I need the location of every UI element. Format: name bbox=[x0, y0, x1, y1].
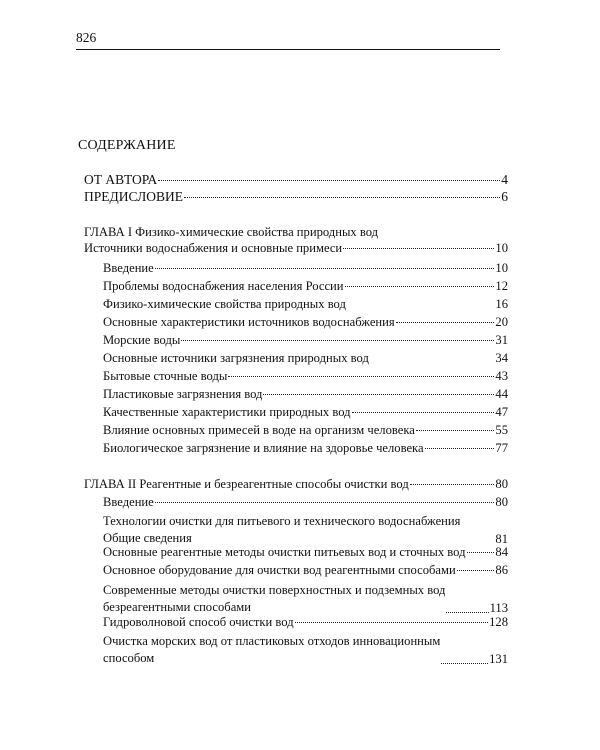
toc-entry-page: 12 bbox=[495, 279, 508, 293]
dot-leader bbox=[158, 179, 500, 181]
dot-leader bbox=[467, 551, 495, 553]
toc-entry-page: 31 bbox=[495, 333, 508, 347]
toc-entry bbox=[103, 315, 508, 330]
toc-entry-page: 10 bbox=[495, 261, 508, 275]
toc-entry-page: 113 bbox=[489, 601, 508, 615]
dot-leader bbox=[184, 196, 500, 198]
toc-entry bbox=[103, 563, 508, 578]
chapter-2-title-entry bbox=[84, 477, 508, 492]
toc-entry-title: Пластиковые загрязнения вод bbox=[103, 387, 263, 401]
dot-leader bbox=[343, 247, 494, 249]
dot-leader bbox=[155, 267, 495, 269]
toc-entry-title: Физико-химические свойства природных вод bbox=[103, 297, 346, 311]
toc-entry-page: 4 bbox=[501, 172, 508, 187]
toc-entry-title: Основные реагентные методы очистки питьевых вод и сточных вод bbox=[103, 545, 466, 559]
contents-heading: СОДЕРЖАНИЕ bbox=[78, 138, 176, 153]
toc-entry-preface bbox=[84, 189, 508, 205]
dot-leader bbox=[461, 542, 494, 544]
dot-leader bbox=[410, 483, 495, 485]
toc-entry-page: 84 bbox=[495, 545, 508, 559]
dot-leader bbox=[181, 339, 494, 341]
toc-entry-title: Проблемы водоснабжения населения России bbox=[103, 279, 344, 293]
header-rule bbox=[76, 49, 500, 50]
toc-entry-title: ГЛАВА II Реагентные и безреагентные способы очистки вод bbox=[84, 477, 409, 491]
dot-leader bbox=[416, 429, 495, 431]
toc-entry-title: Введение bbox=[103, 495, 154, 509]
toc-entry-page: 47 bbox=[495, 405, 508, 419]
toc-entry-title: Основные источники загрязнения природных вод bbox=[103, 351, 369, 365]
toc-entry bbox=[103, 333, 508, 348]
toc-entry-page: 80 bbox=[495, 495, 508, 509]
toc-entry-title: Морские воды bbox=[103, 333, 181, 347]
toc-entry-title: Основные характеристики источников водоснабжения bbox=[103, 315, 395, 329]
toc-entry-page: 86 bbox=[495, 563, 508, 577]
toc-entry-title: ОТ АВТОРА bbox=[84, 172, 158, 187]
toc-entry-page: 16 bbox=[495, 297, 508, 311]
toc-entry bbox=[103, 261, 508, 276]
toc-entry-title: ПРЕДИСЛОВИЕ bbox=[84, 189, 184, 204]
toc-entry-title: Бытовые сточные воды bbox=[103, 369, 228, 383]
toc-entry-title: Введение bbox=[103, 261, 154, 275]
dot-leader bbox=[370, 357, 495, 359]
toc-entry bbox=[103, 405, 508, 420]
toc-entry-page: 44 bbox=[495, 387, 508, 401]
toc-entry-title: Гидроволновой способ очистки вод bbox=[103, 615, 294, 629]
toc-entry-title: Влияние основных примесей в воде на организм человека bbox=[103, 423, 415, 437]
toc-entry-title-line-2: способом bbox=[103, 651, 155, 665]
dot-leader bbox=[347, 303, 495, 305]
dot-leader bbox=[425, 447, 495, 449]
toc-entry bbox=[103, 495, 508, 510]
toc-entry bbox=[103, 279, 508, 294]
dot-leader bbox=[228, 375, 494, 377]
toc-entry-title-line-2: безреагентными способами bbox=[103, 600, 252, 614]
dot-leader bbox=[457, 569, 495, 571]
dot-leader bbox=[155, 501, 495, 503]
toc-entry bbox=[103, 297, 508, 312]
toc-entry-page: 128 bbox=[489, 615, 508, 629]
chapter-1-subtitle-entry bbox=[84, 241, 508, 256]
toc-entry-title-line-1: Очистка морских вод от пластиковых отходов инновационным bbox=[103, 634, 441, 648]
toc-entry-title: Основное оборудование для очистки вод реагентными способами bbox=[103, 563, 456, 577]
toc-entry-title-line-1: Современные методы очистки поверхностных и подземных вод bbox=[103, 583, 446, 597]
dot-leader bbox=[396, 321, 495, 323]
toc-entry-title: Качественные характеристики природных вод bbox=[103, 405, 351, 419]
toc-entry-title: Биологическое загрязнение и влияние на здоровье человека bbox=[103, 441, 424, 455]
toc-entry bbox=[103, 369, 508, 384]
toc-entry-page: 81 bbox=[495, 532, 508, 546]
dot-leader bbox=[352, 411, 495, 413]
toc-entry-title bbox=[103, 582, 445, 616]
toc-entry bbox=[103, 513, 508, 547]
toc-entry-page: 55 bbox=[495, 423, 508, 437]
dot-leader bbox=[263, 393, 494, 395]
toc-entry-page: 77 bbox=[495, 441, 508, 455]
dot-leader bbox=[295, 621, 488, 623]
toc-entry-page: 80 bbox=[495, 477, 508, 491]
toc-entry-page: 131 bbox=[489, 652, 508, 666]
dot-leader bbox=[446, 611, 488, 613]
toc-entry-title-line-2: Общие сведения bbox=[103, 531, 192, 545]
toc-entry-page: 10 bbox=[495, 241, 508, 255]
toc-entry-title-line-1: Технологии очистки для питьевого и технического водоснабжения bbox=[103, 514, 461, 528]
toc-entry bbox=[103, 545, 508, 560]
toc-entry-page: 20 bbox=[495, 315, 508, 329]
toc-entry bbox=[103, 423, 508, 438]
toc-entry-title bbox=[103, 513, 460, 547]
toc-entry bbox=[103, 351, 508, 366]
toc-entry-title bbox=[103, 633, 440, 667]
toc-entry bbox=[103, 615, 508, 630]
toc-entry bbox=[103, 387, 508, 402]
toc-entry-author bbox=[84, 172, 508, 188]
dot-leader bbox=[345, 285, 495, 287]
toc-entry-title: Источники водоснабжения и основные примеси bbox=[84, 241, 343, 255]
toc-entry-page: 34 bbox=[495, 351, 508, 365]
toc-entry bbox=[103, 582, 508, 616]
page-number: 826 bbox=[76, 30, 97, 45]
toc-entry-page: 6 bbox=[501, 189, 508, 204]
toc-entry bbox=[103, 633, 508, 667]
dot-leader bbox=[441, 662, 488, 664]
toc-entry bbox=[103, 441, 508, 456]
toc-entry-page: 43 bbox=[495, 369, 508, 383]
chapter-1-title: ГЛАВА I Физико-химические свойства природных вод bbox=[84, 225, 379, 239]
